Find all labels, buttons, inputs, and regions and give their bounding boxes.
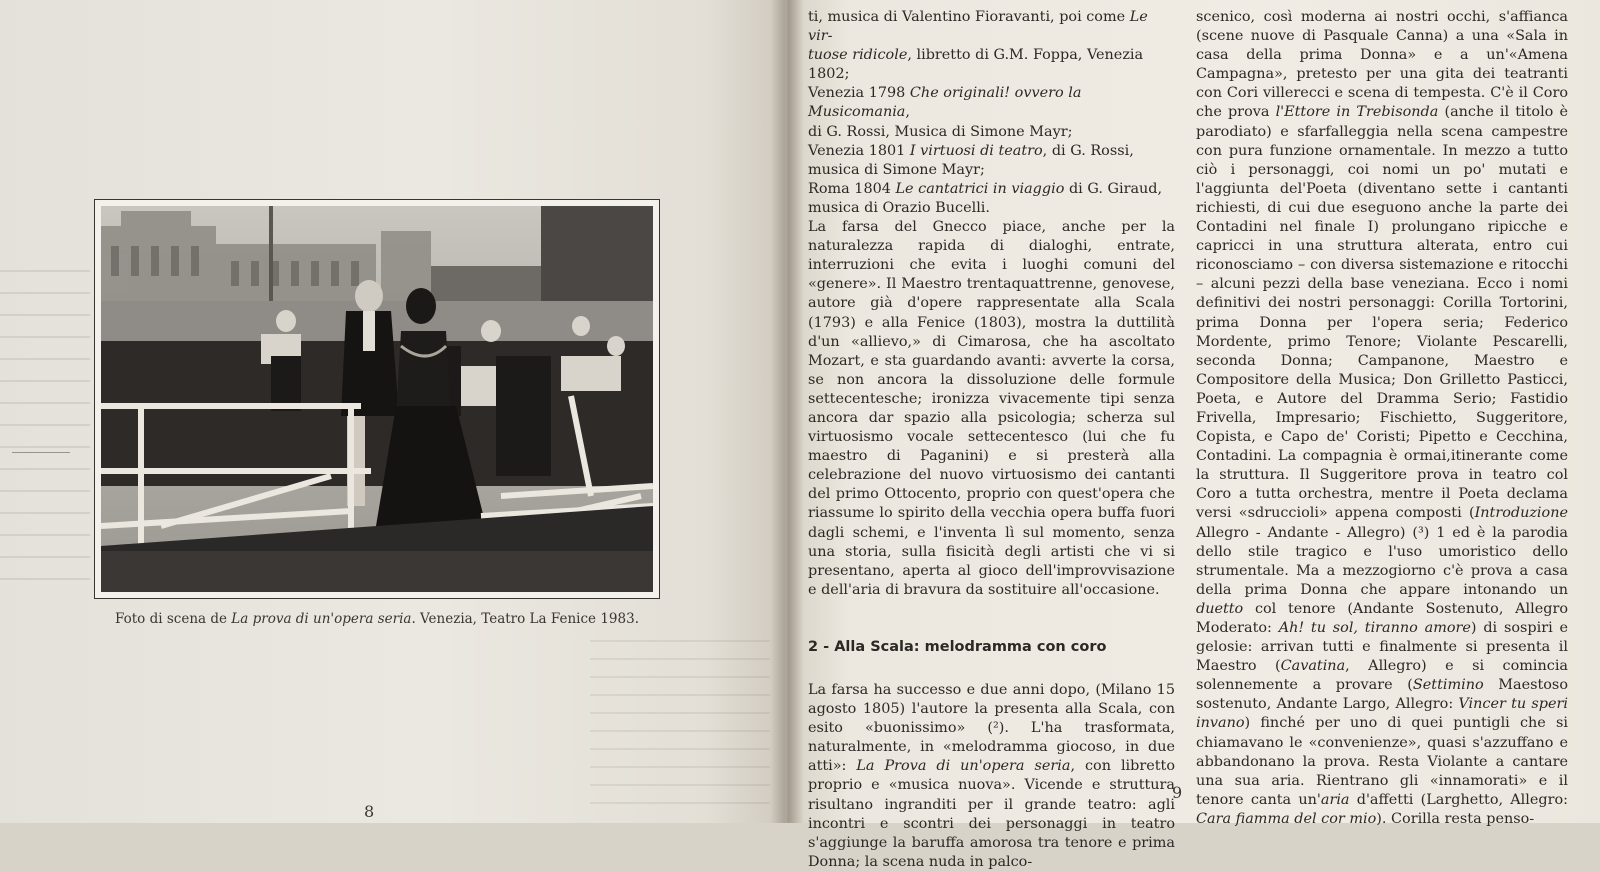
scene-photo-frame [94,199,660,599]
list-line: Roma 1804 Le cantatrici in viaggio di G. Giraud, [808,180,1163,197]
caption-suffix: . Venezia, Teatro La Fenice 1983. [411,611,639,627]
scene-photo [101,206,653,592]
list-line: Venezia 1798 Che originali! ovvero la Musicomania, [808,85,1082,121]
list-line: musica di Simone Mayr; [808,161,985,178]
left-page [0,0,785,823]
text-column-2 [1196,8,1568,829]
list-line: tuose ridicole, libretto di G.M. Foppa, Venezia [808,47,1144,64]
list-line: 1802; [808,66,850,83]
list-line: di G. Rossi, Musica di Simone Mayr; [808,123,1073,140]
list-line: ti, musica di Valentino Fioravanti, poi come Le vir- [808,9,1148,45]
section-heading: 2 - Alla Scala: melodramma con coro [808,638,1107,655]
opera-list [808,8,1175,218]
body-paragraph: La farsa ha successo e due anni dopo, (Milano 15 agosto 1805) l'autore la presenta alla Scala, con esito «buonissimo» (²). L'ha trasformata, naturalmente, in «melodramma giocoso, in due atti»: La Prova di un'opera seria, con libretto proprio e «musica nuova». Vicende e struttura risultano ingranditi per il grande teatro: agli incontri e scontri dei personaggi in teatro s'aggiunge la baruffa amorosa tra tenore e prima Donna; la scena nuda in palco- [808,682,1175,870]
photo-caption [94,611,660,627]
scene-photo-illustration [101,206,653,592]
list-line: musica di Orazio Bucelli. [808,199,990,216]
caption-title: La prova di un'opera seria [231,611,412,627]
body-paragraph: scenico, così moderna ai nostri occhi, s'affianca (scene nuove di Pasquale Canna) a una «Sala in casa della prima Donna» e a un'«Amena Campagna», pretesto per una gita dei teatranti con Cori villerecci e scena di tempesta. C'è il Coro che prova l'Ettore in Trebisonda (anche il titolo è parodiato) e sfarfalleggia nella scena campestre con pura funzione ornamentale. In mezzo a tutto ciò i personaggi, coi nomi un po' mutati e l'aggiunta del'Poeta (diventano sette i cantanti richiesti, di cui due eseguono anche la parte dei Contadini nel finale I) prolungano ripicche e capricci in una struttura alterata, entro cui riconosciamo – con diversa sistemazione e ritocchi – alcuni pezzi della base veneziana. Ecco i nomi definitivi dei nostri personaggi: Corilla Tortorini, prima Donna per l'opera seria; Federico Mordente, primo Tenore; Violante Pescarelli, seconda Donna; Campanone, Maestro e Compositore della Musica; Don Grilletto Pasticci, Poeta, e Autore del Dramma Serio; Fastidio Frivella, Impresario; Fischietto, Suggeritore, Copista, e Capo de' Coristi; Pipetto e Cecchina, Contadini. La compagnia è ormai,itinerante come la struttura. Il Suggeritore prova in teatro col Coro a tutta orchestra, mentre il Poeta declama versi «sdruccioli» appena composti (Introduzione Allegro - Andante - Allegro) (³) 1 ed è la parodia dello stile tragico e l'uso umoristico dello strumentale. Ma a mezzogiorno c'è prova a casa della prima Donna che appare intonando un duetto col tenore (Andante Sostenuto, Allegro Moderato: Ah! tu sol, tiranno amore) di sospiri e gelosie: arrivan tutti e finalmente si presenta il Maestro (Cavatina, Allegro) e si comincia solennemente a provare (Settimino Maestoso sostenuto, Andante Largo, Allegro: Vincer tu speri invano) finché per uno di quei puntigli che si chiamavano le «convenienze», quasi s'azzuffano e abbandonano la prova. Resta Violante a cantare una sua aria. Rientrano gli «innamorati» e il tenore canta un'aria d'affetti (Larghetto, Allegro: Cara fiamma del cor mio). Corilla resta penso- [1196,9,1569,827]
show-through-text [0,270,90,600]
list-line: Venezia 1801 I virtuosi di teatro, di G. Rossi, [808,142,1134,159]
text-column-1 [808,8,1175,872]
show-through-text [590,640,770,820]
caption-prefix: Foto di scena de [115,611,232,627]
divider-rule [12,452,70,453]
page-number-left: 8 [364,802,375,821]
page-number-right: 9 [1172,783,1183,802]
body-paragraph: La farsa del Gnecco piace, anche per la naturalezza rapida di dialoghi, entrate, interruzioni che evita i luoghi comuni del «genere». Il Maestro trentaquattrenne, genovese, autore già d'opere rappresentate alla Scala (1793) e alla Fenice (1803), mostra la duttilità d'un «allievo,» di Cimarosa, che ha ascoltato Mozart, e sta guardando avanti: avverte la corsa, se non ancora la dissoluzione delle formule settecentesche; ironizza vivacemente tipi senza ancora dar spazio alla psicologia; scherza sul virtuosismo vocale settecentesco (lui che fu maestro di Paganini) e si presterà alla celebrazione del nuovo virtuosismo dei cantanti del primo Ottocento, proprio con quest'opera che riassume lo spirito della vecchia opera buffa fuori dagli schemi, e l'inventa lì sul momento, senza una storia, sulla fisicità degli artisti che vi si presentano, aperta al gioco dell'improvvisazione e dell'aria di bravura da sostituire all'occasione. [808,219,1175,598]
